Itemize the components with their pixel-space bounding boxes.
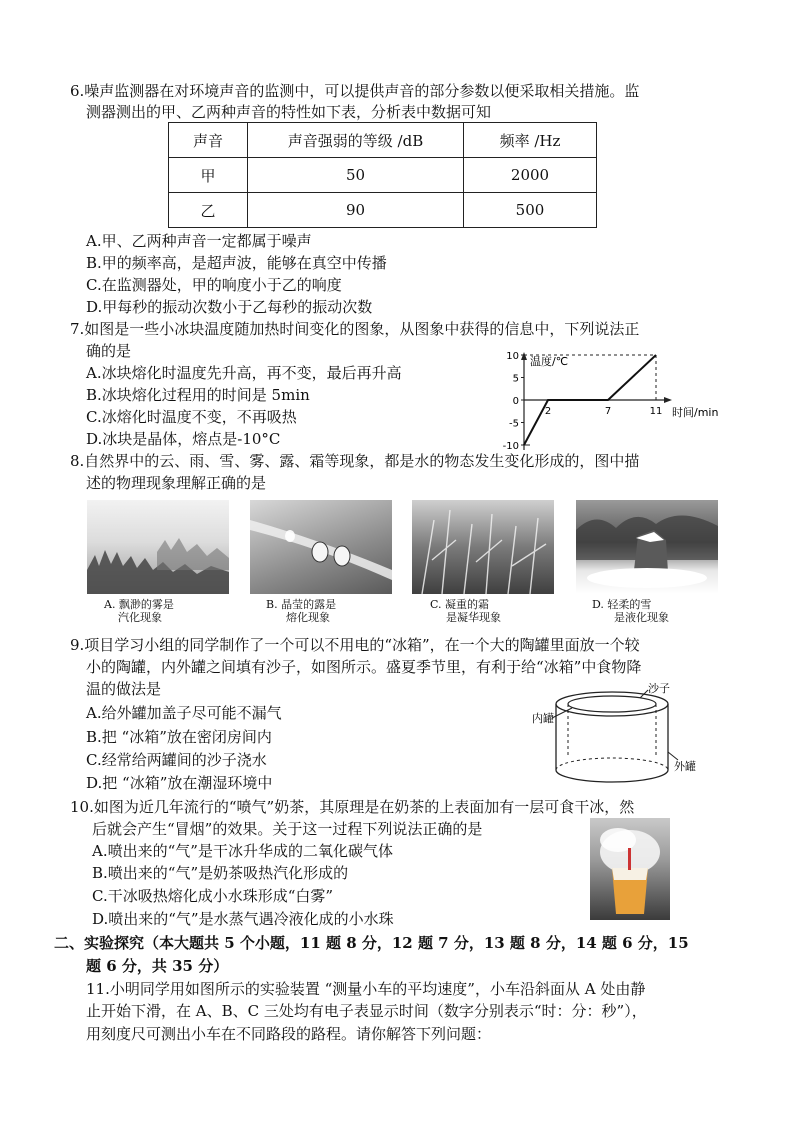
- section-2-heading-line1: 二、实验探究（本大题共 5 个小题，11 题 8 分，12 题 7 分，13 题 8 分，14 题 6 分，15: [54, 934, 689, 952]
- snow-photo: [576, 500, 718, 594]
- table-cell: 500: [464, 193, 597, 228]
- x-axis-arrow-icon: [664, 397, 672, 403]
- caption-d-line2: 是液化现象: [614, 611, 669, 624]
- caption-b-line2: 熔化现象: [286, 611, 330, 624]
- q6-option-d: D.甲每秒的振动次数小于乙每秒的振动次数: [86, 298, 373, 316]
- table-row: [169, 158, 597, 193]
- dew-photo: [250, 500, 392, 594]
- table-cell: 50: [248, 158, 464, 193]
- outer-pot-label: 外罐: [674, 760, 696, 773]
- y-axis-arrow-icon: [521, 352, 527, 360]
- q6-option-a: A.甲、乙两种声音一定都属于噪声: [86, 232, 312, 250]
- q6-stem-line2: 测器测出的甲、乙两种声音的特性如下表，分析表中数据可知: [86, 103, 492, 121]
- table-cell: 乙: [169, 193, 248, 228]
- fog-photo: [87, 500, 229, 594]
- q11-line1: 11.小明同学用如图所示的实验装置 “测量小车的平均速度”，小车沿斜面从 A 处由静: [86, 980, 646, 998]
- q10-option-d: D.喷出来的“气”是水蒸气遇冷液化成的小水珠: [92, 910, 394, 928]
- q6-option-c: C.在监测器处，甲的响度小于乙的响度: [86, 276, 342, 294]
- table-cell: 90: [248, 193, 464, 228]
- q11-line2: 止开始下滑，在 A、B、C 三处均有电子表显示时间（数字分别表示“时：分：秒”），: [86, 1002, 647, 1020]
- milk-tea-photo: [590, 818, 670, 920]
- q9-option-c: C.经常给两罐间的沙子浇水: [86, 751, 267, 769]
- caption-c-line2: 是凝华现象: [446, 611, 501, 624]
- q9-option-b: B.把 “冰箱”放在密闭房间内: [86, 728, 272, 746]
- q9-stem-line1: 9.项目学习小组的同学制作了一个可以不用电的“冰箱”，在一个大的陶罐里面放一个较: [70, 636, 640, 654]
- q10-stem-line1: 10.如图为近几年流行的“喷气”奶茶，其原理是在奶茶的上表面加有一层可食干冰，然: [70, 798, 635, 816]
- q7-stem-line2: 确的是: [86, 342, 132, 360]
- q9-stem-line2: 小的陶罐，内外罐之间填有沙子，如图所示。盛夏季节里，有利于给“冰箱”中食物降: [86, 658, 642, 676]
- caption-d-line1: D. 轻柔的雪: [592, 598, 652, 611]
- table-cell: 甲: [169, 158, 248, 193]
- q7-option-a: A.冰块熔化时温度先升高，再不变，最后再升高: [86, 364, 402, 382]
- table-header-cell: 声音强弱的等级 /dB: [248, 123, 464, 158]
- q7-stem-line1: 7.如图是一些小冰块温度随加热时间变化的图象，从图象中获得的信息中，下列说法正: [70, 320, 640, 338]
- table-row: [169, 193, 597, 228]
- q9-stem-line3: 温的做法是: [86, 680, 162, 698]
- x-axis-label: 时间/min: [672, 406, 719, 419]
- table-cell: 2000: [464, 158, 597, 193]
- x-tick-label: 7: [604, 406, 612, 417]
- section-2-heading-line2: 题 6 分，共 35 分）: [86, 957, 229, 975]
- y-tick-label: 10: [506, 352, 519, 362]
- q9-option-d: D.把 “冰箱”放在潮湿环境中: [86, 774, 273, 792]
- q6-stem-line1: 6.噪声监测器在对环境声音的监测中，可以提供声音的部分参数以便采取相关措施。监: [70, 82, 640, 100]
- q6-sound-table: [168, 122, 597, 228]
- pot-refrigerator-diagram: [532, 682, 712, 792]
- sand-label: 沙子: [648, 682, 670, 695]
- q7-option-c: C.冰熔化时温度不变，不再吸热: [86, 408, 297, 426]
- q8-stem-line2: 述的物理现象理解正确的是: [86, 474, 267, 492]
- q7-option-b: B.冰块熔化过程用的时间是 5min: [86, 386, 310, 404]
- x-tick-label: 11: [649, 406, 663, 417]
- x-tick-label: 2: [544, 406, 552, 417]
- q8-stem-line1: 8.自然界中的云、雨、雪、雾、露、霜等现象，都是水的物态发生变化形成的，图中描: [70, 452, 640, 470]
- y-axis-label: 温度/℃: [530, 355, 569, 368]
- y-tick-label: -10: [502, 441, 519, 452]
- caption-b-line1: B. 晶莹的露是: [266, 598, 337, 611]
- frost-photo: [412, 500, 554, 594]
- y-tick-label: 5: [512, 373, 519, 385]
- y-tick-label: 0: [512, 396, 519, 407]
- table-header-row: [169, 123, 597, 158]
- q10-option-b: B.喷出来的“气”是奶茶吸热汽化形成的: [92, 864, 349, 882]
- q11-line3: 用刻度尺可测出小车在不同路段的路程。请你解答下列问题：: [86, 1025, 492, 1043]
- inner-pot-label: 内罐: [532, 712, 554, 725]
- caption-c-line1: C. 凝重的霜: [430, 598, 490, 611]
- table-header-cell: 频率 /Hz: [464, 123, 597, 158]
- q6-option-b: B.甲的频率高，是超声波，能够在真空中传播: [86, 254, 387, 272]
- temperature-time-chart: [496, 352, 738, 452]
- q10-option-a: A.喷出来的“气”是干冰升华成的二氧化碳气体: [92, 842, 393, 860]
- caption-a-line1: A. 飘渺的雾是: [104, 598, 174, 611]
- caption-a-line2: 汽化现象: [118, 611, 162, 624]
- q7-option-d: D.冰块是晶体，熔点是-10°C: [86, 430, 281, 448]
- y-tick-label: -5: [509, 418, 519, 430]
- q9-option-a: A.给外罐加盖子尽可能不漏气: [86, 704, 282, 722]
- q10-stem-line2: 后就会产生“冒烟”的效果。关于这一过程下列说法正确的是: [92, 820, 483, 838]
- q10-option-c: C.干冰吸热熔化成小水珠形成“白雾”: [92, 887, 334, 905]
- table-header-cell: 声音: [169, 123, 248, 158]
